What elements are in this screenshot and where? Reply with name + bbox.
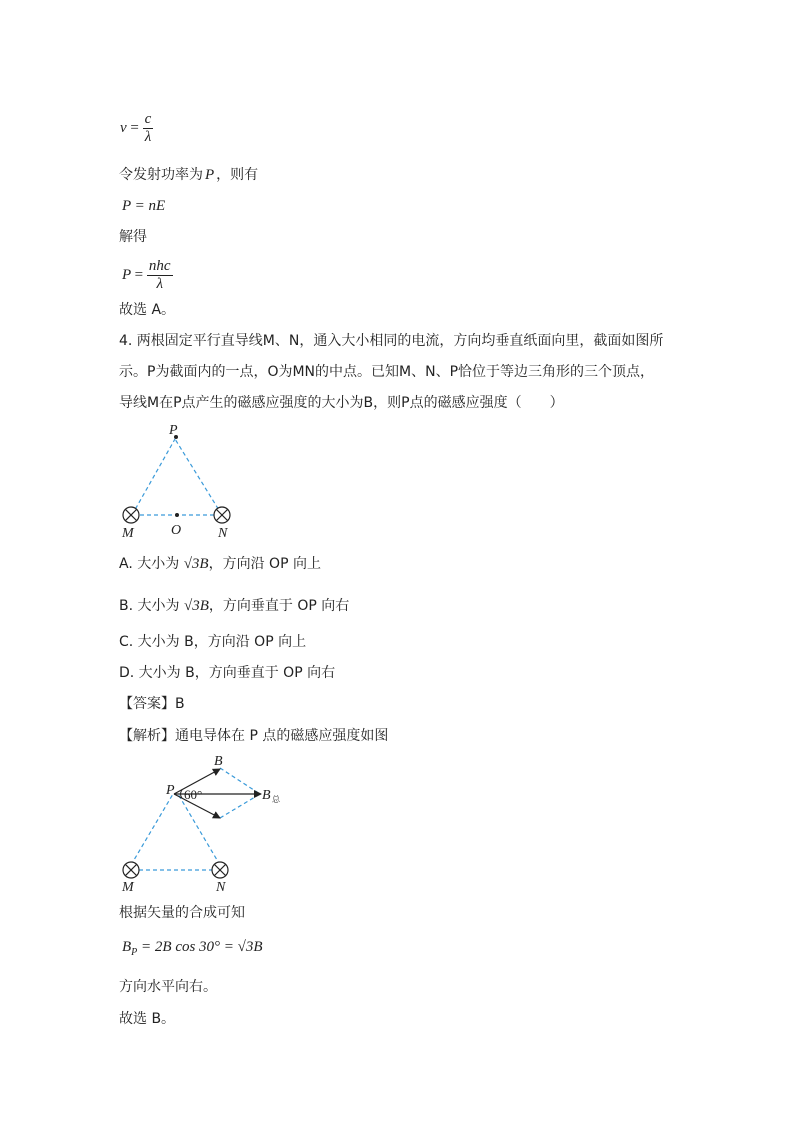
line-solve: 解得 — [119, 229, 147, 245]
fig1-label-m: M — [122, 526, 134, 541]
eq-p-final — [122, 258, 173, 294]
option-c: C. 大小为 B，方向沿 OP 向上 — [119, 634, 307, 650]
line-choose-a: 故选 A。 — [119, 302, 176, 318]
vector-rule: 根据矢量的合成可知 — [119, 905, 245, 921]
direction: 方向水平向右。 — [119, 979, 217, 995]
fig2-label-b: B — [214, 754, 223, 769]
fig2-label-n: N — [216, 880, 226, 895]
wire-n-icon — [214, 507, 230, 523]
fig1-side-np — [175, 439, 222, 515]
eq-p-ne: P = nE — [122, 198, 166, 214]
option-b-value: √3B — [183, 598, 209, 614]
fig1-point-o — [175, 513, 179, 517]
fig2-side-mp — [131, 794, 173, 865]
wire-m-icon — [123, 862, 139, 878]
line-power-var: P — [205, 167, 215, 183]
fig2-label-p: P — [166, 783, 175, 798]
eq-nu-equals: = — [130, 120, 139, 137]
wire-n-icon — [212, 862, 228, 878]
option-a-value: √3B — [183, 556, 209, 572]
eq-nu-num: c — [143, 111, 154, 129]
fig2-label-btotal: B — [262, 788, 271, 803]
option-a-suffix: ，方向沿 OP 向上 — [208, 556, 321, 572]
eq-p-final-lhs: P — [122, 267, 131, 284]
eq-bp-symbol: B — [122, 939, 132, 955]
fig1-label-o: O — [171, 523, 182, 538]
option-d: D. 大小为 B，方向垂直于 OP 向右 — [119, 665, 336, 681]
eq-p-final-equals: = — [134, 267, 144, 284]
option-b-suffix: ，方向垂直于 OP 向右 — [208, 598, 350, 614]
eq-p-final-fraction — [147, 258, 173, 294]
option-b — [119, 599, 349, 614]
fig2-label-angle: 60° — [184, 787, 203, 802]
eq-bp-rhs: = 2B cos 30° = √3B — [137, 939, 263, 955]
fig1-side-mp — [132, 439, 175, 515]
question-4-line-3: 导线M在P点产生的磁感应强度的大小为B，则P点的磁感应强度（ ） — [119, 395, 564, 411]
option-b-prefix: B. 大小为 — [119, 598, 180, 614]
eq-bp-subscript: P — [131, 947, 138, 958]
line-power-tail: ，则有 — [216, 167, 259, 183]
eq-p-final-den: λ — [156, 276, 163, 293]
final-answer: 故选 B。 — [119, 1011, 176, 1027]
eq-nu — [120, 111, 153, 147]
line-power-intro — [119, 168, 258, 183]
answer: 【答案】B — [119, 696, 185, 712]
eq-nu-den: λ — [144, 129, 152, 146]
line-power-intro-text: 令发射功率为 — [119, 167, 203, 183]
eq-bp — [122, 940, 263, 958]
figure-triangle — [110, 420, 250, 542]
fig2-label-btotal-sub: 总 — [272, 795, 280, 804]
option-a-prefix: A. 大小为 — [119, 556, 180, 572]
analysis: 【解析】通电导体在 P 点的磁感应强度如图 — [119, 728, 389, 744]
eq-nu-fraction — [143, 111, 154, 147]
question-4-line-1: 4. 两根固定平行直导线M、N，通入大小相同的电流，方向均垂直纸面向里，截面如图所 — [119, 333, 664, 349]
fig2-side-np — [178, 794, 220, 865]
figure-vector — [110, 752, 295, 898]
fig1-label-n: N — [218, 526, 228, 541]
wire-m-icon — [123, 507, 139, 523]
option-a — [119, 557, 321, 572]
eq-p-final-num: nhc — [147, 258, 173, 276]
question-4-line-2: 示。P为截面内的一点，O为MN的中点。已知M、N、P恰位于等边三角形的三个顶点， — [119, 364, 655, 380]
fig1-label-p: P — [169, 423, 178, 438]
fig2-label-m: M — [122, 880, 134, 895]
fig2-parallelogram-bottom — [220, 794, 260, 818]
fig2-parallelogram-top — [220, 768, 260, 794]
eq-nu-lhs: ν — [120, 120, 127, 137]
